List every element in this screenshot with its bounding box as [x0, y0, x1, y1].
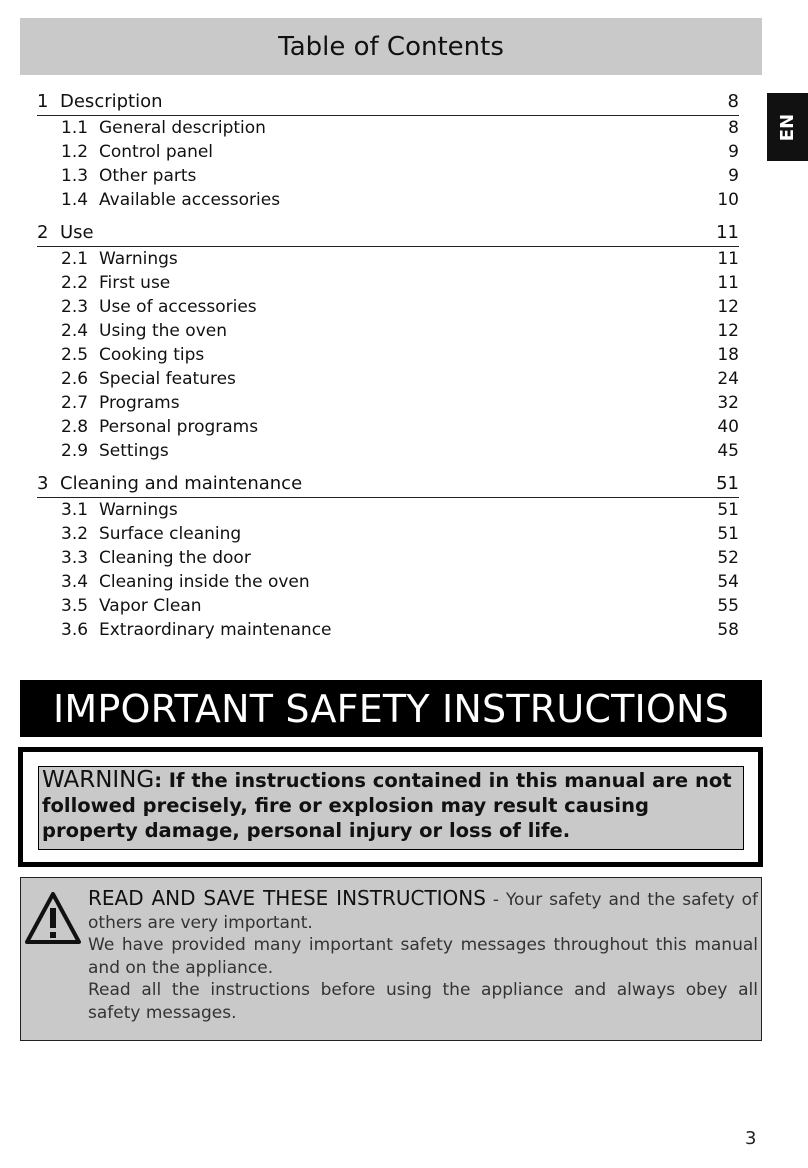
toc-entry-title: 2.6 Special features: [61, 369, 236, 389]
toc-entry-title: 3.1 Warnings: [61, 500, 178, 520]
toc-entry-number: 3.4: [61, 572, 89, 592]
toc-entry-page: 51: [717, 524, 739, 544]
toc-entry[interactable]: [37, 546, 739, 570]
toc-entry[interactable]: [37, 295, 739, 319]
toc-entry-number: 1.2: [61, 142, 89, 162]
toc-entry-number: 3.2: [61, 524, 89, 544]
read-save-text-2: We have provided many important safety messages throughout this manual and on the appliance.: [88, 935, 758, 978]
toc-entry-number: 3.1: [61, 500, 89, 520]
toc-entry[interactable]: [37, 522, 739, 546]
toc-entry-page: 12: [717, 321, 739, 341]
toc-entry-page: 40: [717, 417, 739, 437]
toc-entry[interactable]: [37, 367, 739, 391]
safety-banner: IMPORTANT SAFETY INSTRUCTIONS: [20, 680, 762, 737]
toc-section-title: 2 Use: [37, 219, 94, 246]
toc-subsection-list: [37, 116, 739, 212]
toc-entry-title: 1.1 General description: [61, 118, 266, 138]
toc-entry-title: 2.9 Settings: [61, 441, 169, 461]
toc-entry-page: 9: [728, 166, 739, 186]
toc-entry-number: 2.3: [61, 297, 89, 317]
toc-entry-title: 2.8 Personal programs: [61, 417, 259, 437]
warning-word: WARNING: [42, 767, 155, 793]
toc-entry[interactable]: [37, 319, 739, 343]
toc-entry-title: 2.2 First use: [61, 273, 171, 293]
table-of-contents: [37, 88, 739, 649]
toc-section-title: 1 Description: [37, 88, 163, 115]
warning-message: [38, 766, 744, 850]
toc-entry-page: 10: [717, 190, 739, 210]
toc-entry-page: 45: [717, 441, 739, 461]
toc-entry-page: 52: [717, 548, 739, 568]
toc-entry-number: 3.3: [61, 548, 89, 568]
toc-entry-number: 2.1: [61, 249, 89, 269]
toc-entry[interactable]: [37, 594, 739, 618]
toc-entry-page: 24: [717, 369, 739, 389]
toc-entry[interactable]: [37, 415, 739, 439]
toc-entry[interactable]: [37, 164, 739, 188]
read-save-text-3: Read all the instructions before using the appliance and always obey all safety messages.: [88, 980, 758, 1023]
toc-entry-title: 2.1 Warnings: [61, 249, 178, 269]
toc-entry-page: 18: [717, 345, 739, 365]
toc-entry-number: 2.7: [61, 393, 89, 413]
read-save-title: READ AND SAVE THESE INSTRUCTIONS: [88, 886, 486, 910]
toc-section-heading[interactable]: [37, 219, 739, 247]
toc-entry[interactable]: [37, 247, 739, 271]
toc-section-page: 11: [716, 222, 739, 243]
toc-entry-title: 3.2 Surface cleaning: [61, 524, 242, 544]
toc-entry-page: 12: [717, 297, 739, 317]
toc-subsection-list: [37, 247, 739, 463]
warning-text: : If the instructions contained in this manual are not followed precisely, fire or explosion may result causing property damage, personal injury or loss of life.: [42, 769, 732, 842]
toc-entry-number: 3.6: [61, 620, 89, 640]
toc-entry-page: 54: [717, 572, 739, 592]
read-save-text-1: - Your safety and the safety of others are very important.: [88, 890, 758, 933]
toc-entry[interactable]: [37, 271, 739, 295]
toc-entry-title: 1.4 Available accessories: [61, 190, 281, 210]
toc-section-number: 2: [37, 222, 49, 243]
toc-entry-title: 1.3 Other parts: [61, 166, 197, 186]
toc-section-page: 8: [727, 91, 739, 112]
language-label: EN: [777, 113, 798, 141]
toc-entry-title: 2.3 Use of accessories: [61, 297, 257, 317]
toc-entry-page: 32: [717, 393, 739, 413]
toc-entry-title: 3.6 Extraordinary maintenance: [61, 620, 332, 640]
toc-entry-number: 3.5: [61, 596, 89, 616]
toc-entry-number: 2.8: [61, 417, 89, 437]
toc-section-number: 1: [37, 91, 49, 112]
language-tab: [767, 93, 808, 161]
toc-entry-page: 11: [717, 273, 739, 293]
toc-entry[interactable]: [37, 618, 739, 642]
toc-section-heading[interactable]: [37, 470, 739, 498]
toc-entry-title: 2.5 Cooking tips: [61, 345, 205, 365]
warning-triangle-icon: [24, 890, 82, 948]
toc-entry-page: 11: [717, 249, 739, 269]
toc-entry[interactable]: [37, 116, 739, 140]
toc-entry[interactable]: [37, 439, 739, 463]
toc-entry-title: 3.3 Cleaning the door: [61, 548, 251, 568]
toc-subsection-list: [37, 498, 739, 642]
toc-entry-page: 58: [717, 620, 739, 640]
toc-entry-title: 3.4 Cleaning inside the oven: [61, 572, 310, 592]
toc-entry-number: 2.5: [61, 345, 89, 365]
read-save-box: [20, 877, 762, 1041]
toc-section-heading[interactable]: [37, 88, 739, 116]
toc-entry[interactable]: [37, 498, 739, 522]
toc-entry-page: 51: [717, 500, 739, 520]
toc-entry-number: 1.3: [61, 166, 89, 186]
page-number: 3: [745, 1128, 757, 1149]
toc-entry-number: 1.1: [61, 118, 89, 138]
read-save-text: [88, 887, 758, 1024]
toc-section-title: 3 Cleaning and maintenance: [37, 470, 302, 497]
toc-entry-number: 1.4: [61, 190, 89, 210]
toc-entry-title: 1.2 Control panel: [61, 142, 214, 162]
toc-entry[interactable]: [37, 188, 739, 212]
toc-entry-title: 2.7 Programs: [61, 393, 180, 413]
toc-entry-page: 9: [728, 142, 739, 162]
toc-entry-number: 2.4: [61, 321, 89, 341]
toc-entry-page: 8: [728, 118, 739, 138]
toc-entry[interactable]: [37, 391, 739, 415]
toc-entry-number: 2.2: [61, 273, 89, 293]
toc-entry-number: 2.6: [61, 369, 89, 389]
toc-entry[interactable]: [37, 570, 739, 594]
toc-entry[interactable]: [37, 140, 739, 164]
toc-entry-number: 2.9: [61, 441, 89, 461]
warning-box: [18, 747, 763, 867]
toc-entry-page: 55: [717, 596, 739, 616]
toc-entry-title: 2.4 Using the oven: [61, 321, 227, 341]
toc-section: [37, 219, 739, 463]
toc-title: Table of Contents: [20, 18, 762, 75]
toc-entry[interactable]: [37, 343, 739, 367]
toc-entry-title: 3.5 Vapor Clean: [61, 596, 202, 616]
toc-section: [37, 470, 739, 642]
toc-section: [37, 88, 739, 212]
toc-section-page: 51: [716, 473, 739, 494]
toc-section-number: 3: [37, 473, 49, 494]
